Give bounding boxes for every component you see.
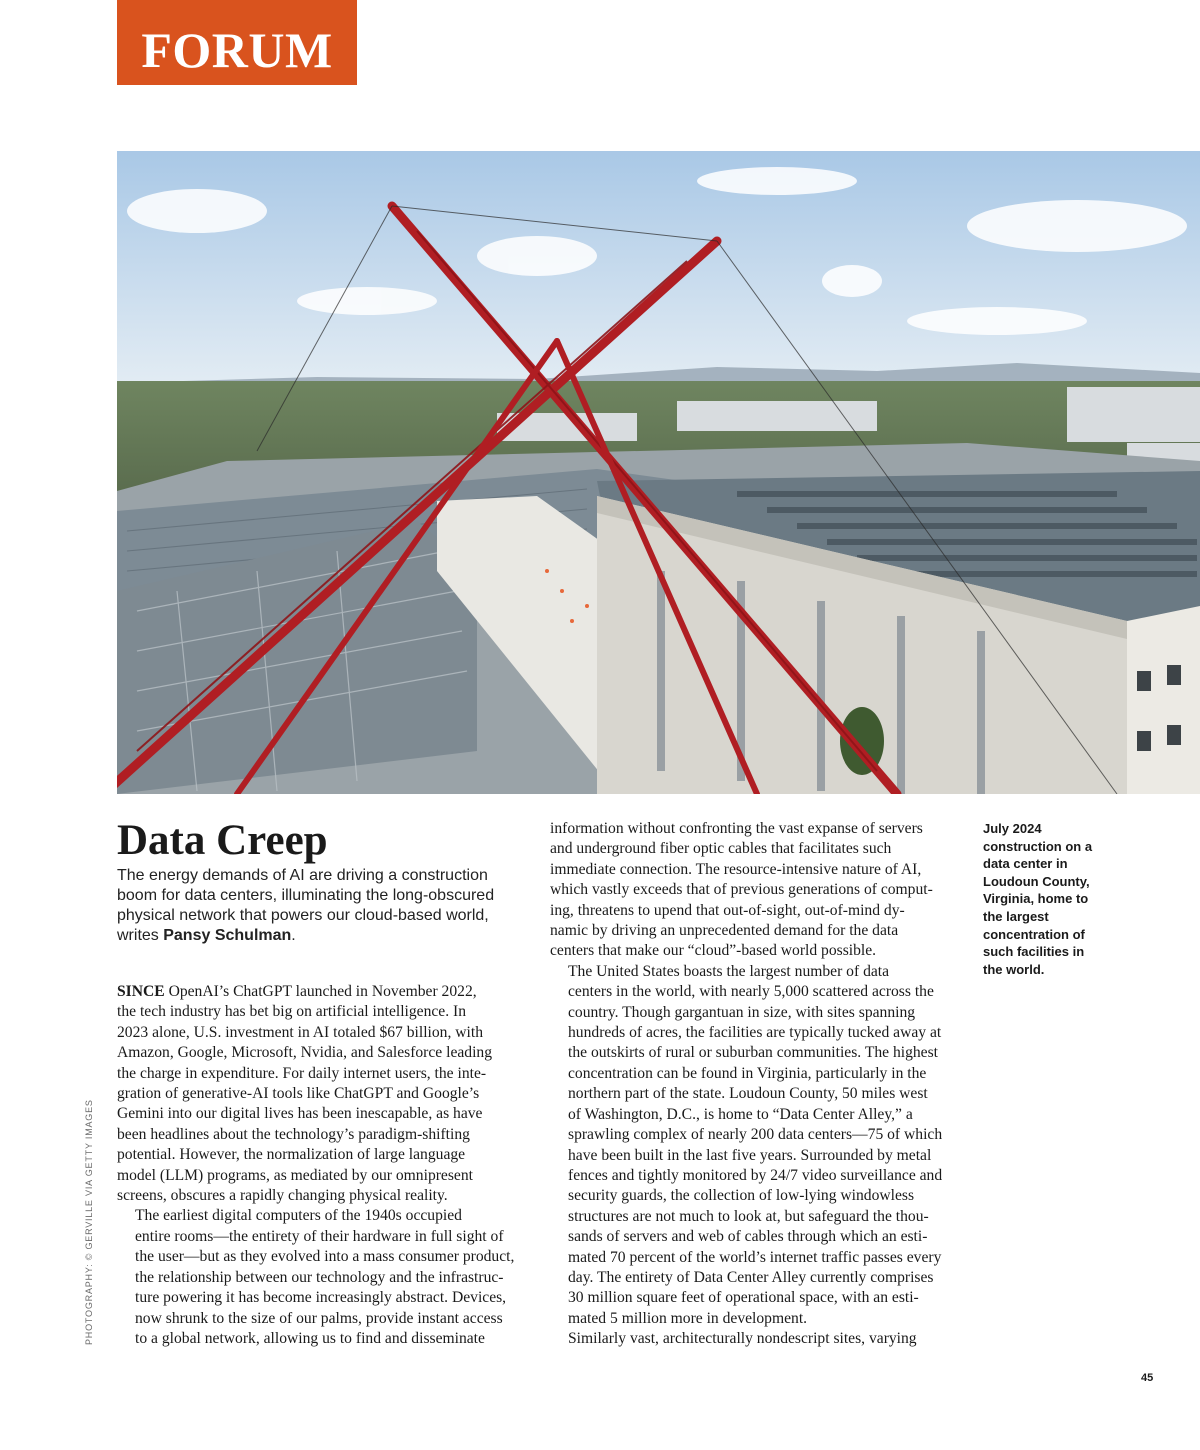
paragraph xyxy=(550,962,956,1329)
text-line: the tech industry has bet big on artificial intelligence. In xyxy=(117,1003,467,1021)
text-line: structures are not much to look at, but safeguard the thou- xyxy=(568,1207,929,1225)
text-line: day. The entirety of Data Center Alley currently comprises xyxy=(568,1268,934,1286)
text-line: country. Though gargantuan in size, with sites spanning xyxy=(568,1003,916,1021)
text-line xyxy=(117,982,519,1002)
lead-in: SINCE xyxy=(117,983,165,1000)
text-line: to a global network, allowing us to find and disseminate xyxy=(135,1329,485,1347)
text-line: of Washington, D.C., is home to “Data Center Alley,” a xyxy=(568,1105,913,1123)
text-line: the outskirts of rural or suburban communities. The highest xyxy=(568,1044,939,1062)
text-line: ture powering it has become increasingly abstract. Devices, xyxy=(135,1289,507,1307)
hero-photo xyxy=(117,151,1200,794)
paragraph xyxy=(550,1329,956,1349)
text-line: The United States boasts the largest number of data xyxy=(568,962,890,980)
text-line: Amazon, Google, Microsoft, Nvidia, and Salesforce leading xyxy=(117,1044,493,1062)
text-line: screens, obscures a rapidly changing physical reality. xyxy=(117,1187,448,1205)
dek-end: . xyxy=(291,927,296,944)
page-number: 45 xyxy=(1141,1372,1154,1384)
text-line: mated 5 million more in development. xyxy=(568,1309,808,1327)
text-line: mated 70 percent of the world’s internet traffic passes every xyxy=(568,1248,942,1266)
text-line: centers in the world, with nearly 5,000 scattered across the xyxy=(568,983,934,1001)
text-line: the charge in expenditure. For daily internet users, the inte- xyxy=(117,1064,487,1082)
article-title: Data Creep xyxy=(117,817,328,864)
text-line: model (LLM) programs, as mediated by our omnipresent xyxy=(117,1166,473,1184)
text-line: and underground fiber optic cables that facilitates such xyxy=(550,840,892,858)
text-line: concentration can be found in Virginia, particularly in the xyxy=(568,1064,927,1082)
text-line: the relationship between our technology and the infrastruc- xyxy=(135,1268,504,1286)
paragraph xyxy=(117,982,519,1206)
text-line: hundreds of acres, the facilities are typically tucked away at xyxy=(568,1024,942,1042)
text-line: sprawling complex of nearly 200 data centers—75 of which xyxy=(568,1126,943,1144)
dek-text: The energy demands of AI are driving a construction boom for data centers, illuminating the long-obscured physical network that powers our cloud-based world, writes xyxy=(117,867,495,944)
text-line: The earliest digital computers of the 1940s occupied xyxy=(135,1207,462,1225)
construction-site-illustration xyxy=(117,151,1200,794)
article-dek xyxy=(117,866,517,946)
paragraph xyxy=(550,819,956,962)
text-line: information without confronting the vast expanse of servers xyxy=(550,820,923,837)
text-line: gration of generative-AI tools like ChatGPT and Google’s xyxy=(117,1085,480,1103)
text-line: 30 million square feet of operational space, with an esti- xyxy=(568,1289,919,1307)
text-line: the user—but as they evolved into a mass consumer product, xyxy=(135,1248,515,1266)
text-line: namic by driving an unprecedented demand for the data xyxy=(550,922,899,940)
article-column-2 xyxy=(550,819,956,1350)
text-line: have been built in the last five years. Surrounded by metal xyxy=(568,1146,932,1164)
text-line: sands of servers and web of cables through which an esti- xyxy=(568,1228,928,1246)
text-line: Similarly vast, architecturally nondescript sites, varying xyxy=(568,1330,917,1348)
section-label: FORUM xyxy=(117,0,357,85)
paragraph xyxy=(117,1206,519,1349)
text-line: ing, threatens to upend that out-of-sight, out-of-mind dy- xyxy=(550,901,905,919)
text-line: entire rooms—the entirety of their hardware in full sight of xyxy=(135,1227,504,1245)
text-line: which vastly exceeds that of previous generations of comput- xyxy=(550,881,933,899)
line-text: OpenAI’s ChatGPT launched in November 2022, xyxy=(164,983,477,1000)
photo-caption: July 2024 construction on a data center in Loudoun County, Virginia, home to the largest concentration of such facilities in the world. xyxy=(983,821,1093,977)
text-line: immediate connection. The resource-intensive nature of AI, xyxy=(550,860,922,878)
text-line: centers that make our “cloud”-based world possible. xyxy=(550,942,877,960)
text-line: now shrunk to the size of our palms, provide instant access xyxy=(135,1309,503,1327)
text-line: potential. However, the normalization of large language xyxy=(117,1146,466,1164)
text-line: 2023 alone, U.S. investment in AI totaled $67 billion, with xyxy=(117,1023,483,1041)
text-line: security guards, the collection of low-lying windowless xyxy=(568,1187,915,1205)
author-name: Pansy Schulman xyxy=(163,927,292,944)
text-line: fences and tightly monitored by 24/7 video surveillance and xyxy=(568,1166,943,1184)
text-line: Gemini into our digital lives has been inescapable, as have xyxy=(117,1105,483,1123)
text-line: been headlines about the technology’s paradigm-shifting xyxy=(117,1125,470,1143)
photo-credit: PHOTOGRAPHY: © GERVILLE VIA GETTY IMAGES xyxy=(84,1099,94,1345)
article-column-1 xyxy=(117,982,519,1349)
text-line: northern part of the state. Loudoun County, 50 miles west xyxy=(568,1085,928,1103)
